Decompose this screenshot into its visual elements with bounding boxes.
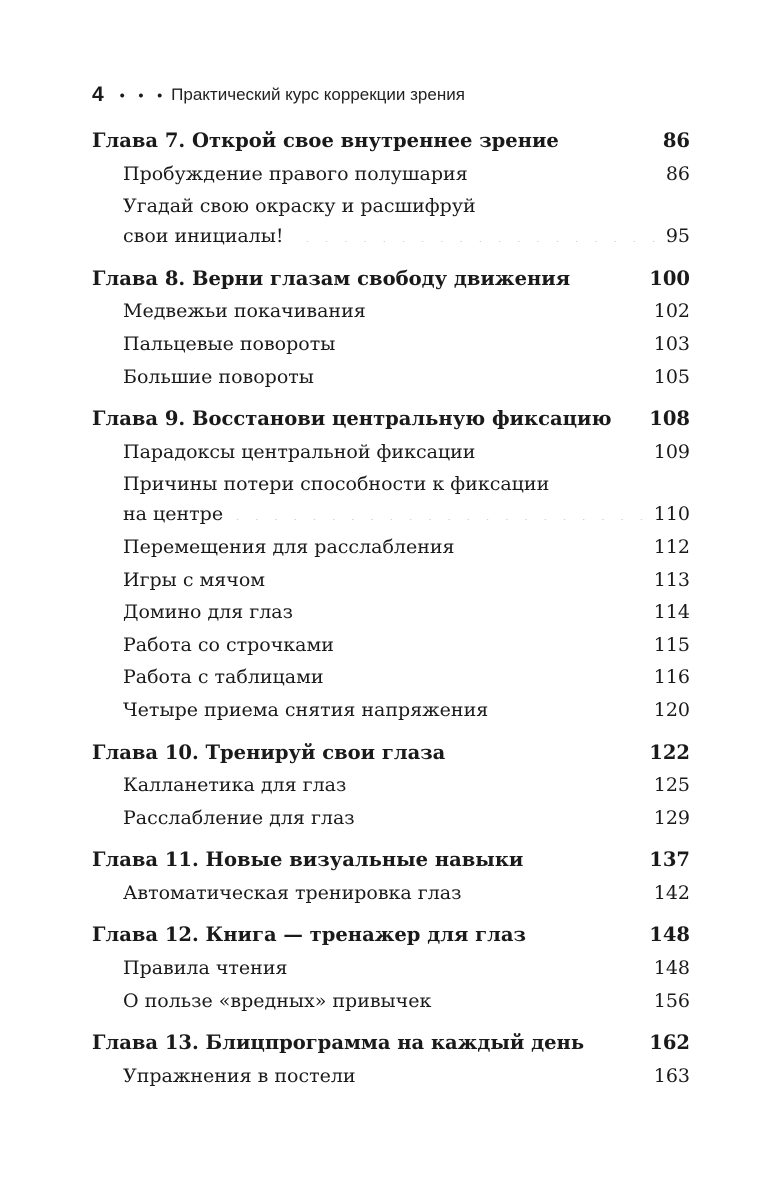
toc-section-entry[interactable] <box>92 769 690 802</box>
section-title-line1: Угадай свою окраску и расшифруй <box>123 195 476 218</box>
section-page-number: 156 <box>653 989 690 1012</box>
page-number: 4 <box>92 83 104 106</box>
section-page-number: 112 <box>653 535 690 558</box>
dot-leader <box>341 349 647 350</box>
section-page-number: 163 <box>653 1064 690 1087</box>
dot-leader <box>271 585 648 586</box>
toc-section-entry[interactable] <box>92 661 690 694</box>
section-title: свои инициалы! <box>123 224 284 247</box>
toc-chapter <box>92 125 690 253</box>
section-title: Парадоксы центральной фиксации <box>123 440 476 463</box>
section-page-number: 114 <box>653 601 690 624</box>
section-title: Расслабление для глаз <box>123 806 355 829</box>
chapter-page-number: 162 <box>649 1031 690 1055</box>
chapter-page-number: 137 <box>649 848 690 872</box>
dot-leader <box>362 1081 648 1082</box>
section-page-number: 86 <box>665 162 690 185</box>
section-title: Пальцевые повороты <box>123 332 336 355</box>
dot-leader <box>461 552 648 553</box>
section-title: Работа с таблицами <box>123 666 324 689</box>
dot-leader <box>294 973 648 974</box>
section-title: Калланетика для глаз <box>123 774 347 797</box>
dot-leader <box>290 241 660 242</box>
page-header <box>92 80 465 110</box>
chapter-title: Глава 7. Открой свое внутреннее зрение <box>92 129 559 152</box>
toc-section-entry[interactable] <box>92 985 690 1018</box>
section-page-number: 113 <box>653 568 690 591</box>
toc-chapter <box>92 1027 690 1092</box>
section-title: Упражнения в постели <box>123 1064 356 1087</box>
toc-chapter-entry[interactable] <box>92 737 690 770</box>
toc-section-entry[interactable] <box>92 436 690 469</box>
chapter-page-number: 100 <box>649 266 690 290</box>
section-page-number: 95 <box>665 224 690 247</box>
chapter-title: Глава 8. Верни глазам свободу движения <box>92 266 571 290</box>
section-page-number: 120 <box>653 698 690 721</box>
toc-section-entry[interactable] <box>92 596 690 629</box>
chapter-title: Глава 10. Тренируй свои глаза <box>92 740 446 764</box>
dot-leader <box>229 519 648 520</box>
toc-chapter <box>92 403 690 726</box>
dot-leader <box>437 1006 647 1007</box>
toc-chapter-entry[interactable] <box>92 844 690 877</box>
toc-section-entry[interactable] <box>92 877 690 910</box>
toc-chapter <box>92 844 690 909</box>
toc-section-entry[interactable] <box>92 564 690 597</box>
section-title: Домино для глаз <box>123 601 293 624</box>
dot-leader <box>474 179 660 180</box>
dot-leader <box>320 382 648 383</box>
chapter-title: Глава 11. Новые визуальные навыки <box>92 848 524 872</box>
toc-section-entry[interactable] <box>92 629 690 662</box>
section-title: Автоматическая тренировка глаз <box>123 881 462 904</box>
chapter-title: Глава 12. Книга — тренажер для глаз <box>92 923 526 947</box>
section-title: Работа со строчками <box>123 633 334 656</box>
dot-leader <box>532 940 643 941</box>
toc-chapter <box>92 919 690 1017</box>
chapter-title: Глава 9. Восстанови центральную фиксацию <box>92 407 612 431</box>
toc-section-entry[interactable] <box>92 694 690 727</box>
section-page-number: 109 <box>653 440 690 463</box>
section-page-number: 148 <box>653 957 690 980</box>
section-title: Медвежьи покачивания <box>123 300 366 323</box>
dot-leader <box>361 823 648 824</box>
section-title: Правила чтения <box>123 957 288 980</box>
table-of-contents <box>92 125 690 1102</box>
toc-section-entry[interactable] <box>92 952 690 985</box>
toc-chapter-entry[interactable] <box>92 263 690 296</box>
toc-section-entry[interactable] <box>92 802 690 835</box>
section-page-number: 105 <box>653 365 690 388</box>
dot-leader <box>494 715 648 716</box>
section-page-number: 110 <box>653 502 690 525</box>
section-page-number: 129 <box>653 806 690 829</box>
chapter-page-number: 108 <box>649 407 690 431</box>
dot-leader <box>352 790 647 791</box>
toc-chapter <box>92 263 690 393</box>
section-title: Перемещения для расслабления <box>123 535 455 558</box>
section-title: Пробуждение правого полушария <box>123 162 468 185</box>
toc-chapter-entry[interactable] <box>92 919 690 952</box>
dot-leader <box>565 146 657 147</box>
running-title: Практический курс коррекции зрения <box>171 85 465 104</box>
dot-leader <box>529 865 643 866</box>
toc-section-entry[interactable] <box>92 295 690 328</box>
dot-leader <box>451 758 643 759</box>
dot-leader <box>299 617 648 618</box>
dot-leader <box>617 424 643 425</box>
section-title: Большие повороты <box>123 365 314 388</box>
section-page-number: 116 <box>653 666 690 689</box>
section-title-line1: Причины потери способности к фиксации <box>123 473 550 496</box>
dot-leader <box>330 682 648 683</box>
toc-section-entry-wrapped[interactable] <box>92 468 690 531</box>
toc-section-entry[interactable] <box>92 1060 690 1093</box>
dot-leader <box>372 316 648 317</box>
toc-section-entry[interactable] <box>92 531 690 564</box>
toc-chapter-entry[interactable] <box>92 403 690 436</box>
dot-leader <box>576 284 643 285</box>
section-page-number: 125 <box>653 774 690 797</box>
dot-leader <box>340 650 648 651</box>
section-page-number: 142 <box>653 881 690 904</box>
chapter-page-number: 148 <box>649 923 690 947</box>
section-page-number: 115 <box>653 633 690 656</box>
toc-section-entry[interactable] <box>92 361 690 394</box>
toc-section-entry[interactable] <box>92 158 690 191</box>
toc-chapter <box>92 737 690 835</box>
toc-section-entry-wrapped[interactable] <box>92 190 690 253</box>
toc-section-entry[interactable] <box>92 328 690 361</box>
chapter-title: Глава 13. Блицпрограмма на каждый день <box>92 1031 585 1055</box>
section-title: О пользе «вредных» привычек <box>123 989 432 1012</box>
section-title: Игры с мячом <box>123 568 266 591</box>
section-title: Четыре приема снятия напряжения <box>123 698 489 721</box>
section-page-number: 103 <box>653 332 690 355</box>
chapter-page-number: 86 <box>662 129 690 152</box>
section-title: на центре <box>123 502 224 525</box>
section-page-number: 102 <box>653 300 690 323</box>
toc-chapter-entry[interactable] <box>92 125 690 158</box>
dot-leader <box>468 898 648 899</box>
toc-chapter-entry[interactable] <box>92 1027 690 1060</box>
dot-leader <box>590 1048 643 1049</box>
chapter-page-number: 122 <box>649 740 690 764</box>
header-dots: • • • <box>119 87 168 103</box>
dot-leader <box>481 457 647 458</box>
